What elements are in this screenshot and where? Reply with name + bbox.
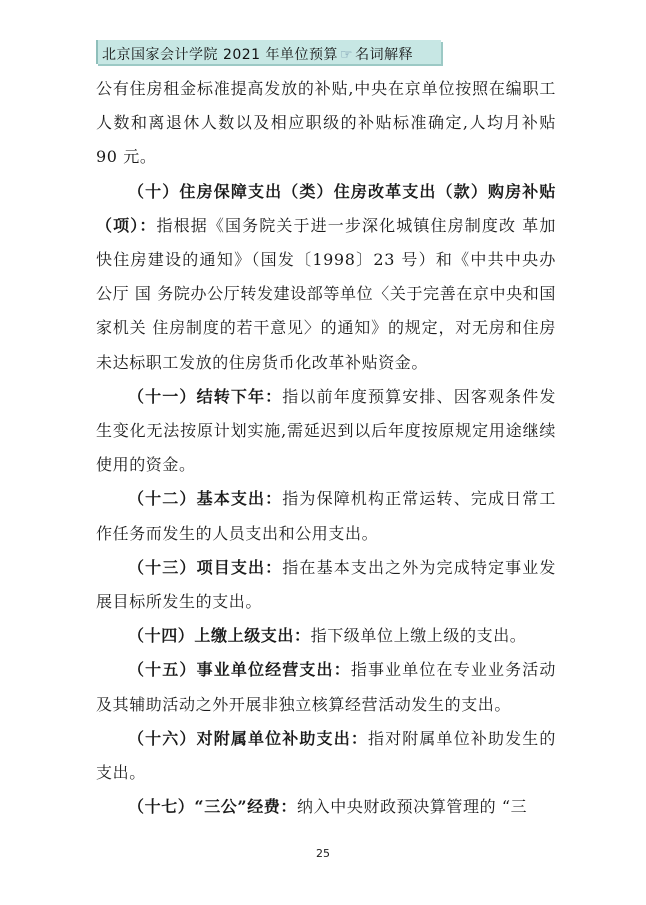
- pointing-hand-icon: ☞: [340, 47, 354, 63]
- paragraph-term-13: [96, 551, 556, 619]
- paragraph-term-11: [96, 380, 556, 483]
- definition: 指对附属单位补助发生的支出。: [96, 728, 556, 783]
- definition: 指为保障机构正常运转、完成日常工作任务而发生的人员支出和公用支出。: [96, 489, 556, 543]
- definition: 指在基本支出之外为完成特定事业发展目标所发生的支出。: [96, 557, 556, 612]
- term: （十二）基本支出：: [128, 489, 283, 509]
- paragraph-term-10: [96, 175, 556, 380]
- header-section: 名词解释: [355, 47, 414, 63]
- definition: 纳入中央财政预决算管理的 “三: [297, 797, 528, 817]
- header-title: 北京国家会计学院 2021 年单位预算: [102, 47, 339, 63]
- paragraph-continuation: [96, 72, 556, 175]
- term: （十一）结转下年：: [128, 386, 283, 406]
- paragraph-term-16: [96, 722, 556, 790]
- definition: 公有住房租金标准提高发放的补贴,中央在京单位按照在编职工人数和离退休人数以及相应职级的补贴标准确定,人均月补贴 90 元。: [96, 79, 556, 167]
- definition: 指以前年度预算安排、因客观条件发生变化无法按原计划实施,需延迟到以后年度按原规定用途继续使用的资金。: [96, 386, 556, 475]
- definition: 指根据《国务院关于进一步深化城镇住房制度改 革加快住房建设的通知》（国发〔1998〕23 号）和《中共中央办公厅 国 务院办公厅转发建设部等单位〈关于完善在京中央和国家机关 住房制度的若干意见〉的通知》的规定，对无房和住房未达标职工发放的住房货币化改革补贴资金。: [96, 215, 556, 372]
- term: （十五）事业单位经营支出：: [128, 660, 351, 680]
- term: （十三）项目支出：: [128, 557, 283, 577]
- term: （十）住房保障支出（类）住房改革支出（款）购房补贴（项）：: [96, 181, 556, 235]
- term: （十六）对附属单位补助支出：: [128, 728, 368, 748]
- paragraph-term-15: [96, 653, 556, 721]
- paragraph-term-12: [96, 482, 556, 550]
- page-number: 25: [316, 847, 330, 860]
- document-body: [96, 72, 556, 824]
- term: （十七）“三公”经费：: [128, 797, 298, 817]
- definition: 指下级单位上缴上级的支出。: [310, 626, 527, 646]
- running-header: [102, 44, 413, 64]
- paragraph-term-14: [96, 619, 556, 653]
- term: （十四）上缴上级支出：: [128, 626, 311, 646]
- definition: 指事业单位在专业业务活动及其辅助活动之外开展非独立核算经营活动发生的支出。: [96, 660, 556, 714]
- paragraph-term-17: [96, 790, 556, 824]
